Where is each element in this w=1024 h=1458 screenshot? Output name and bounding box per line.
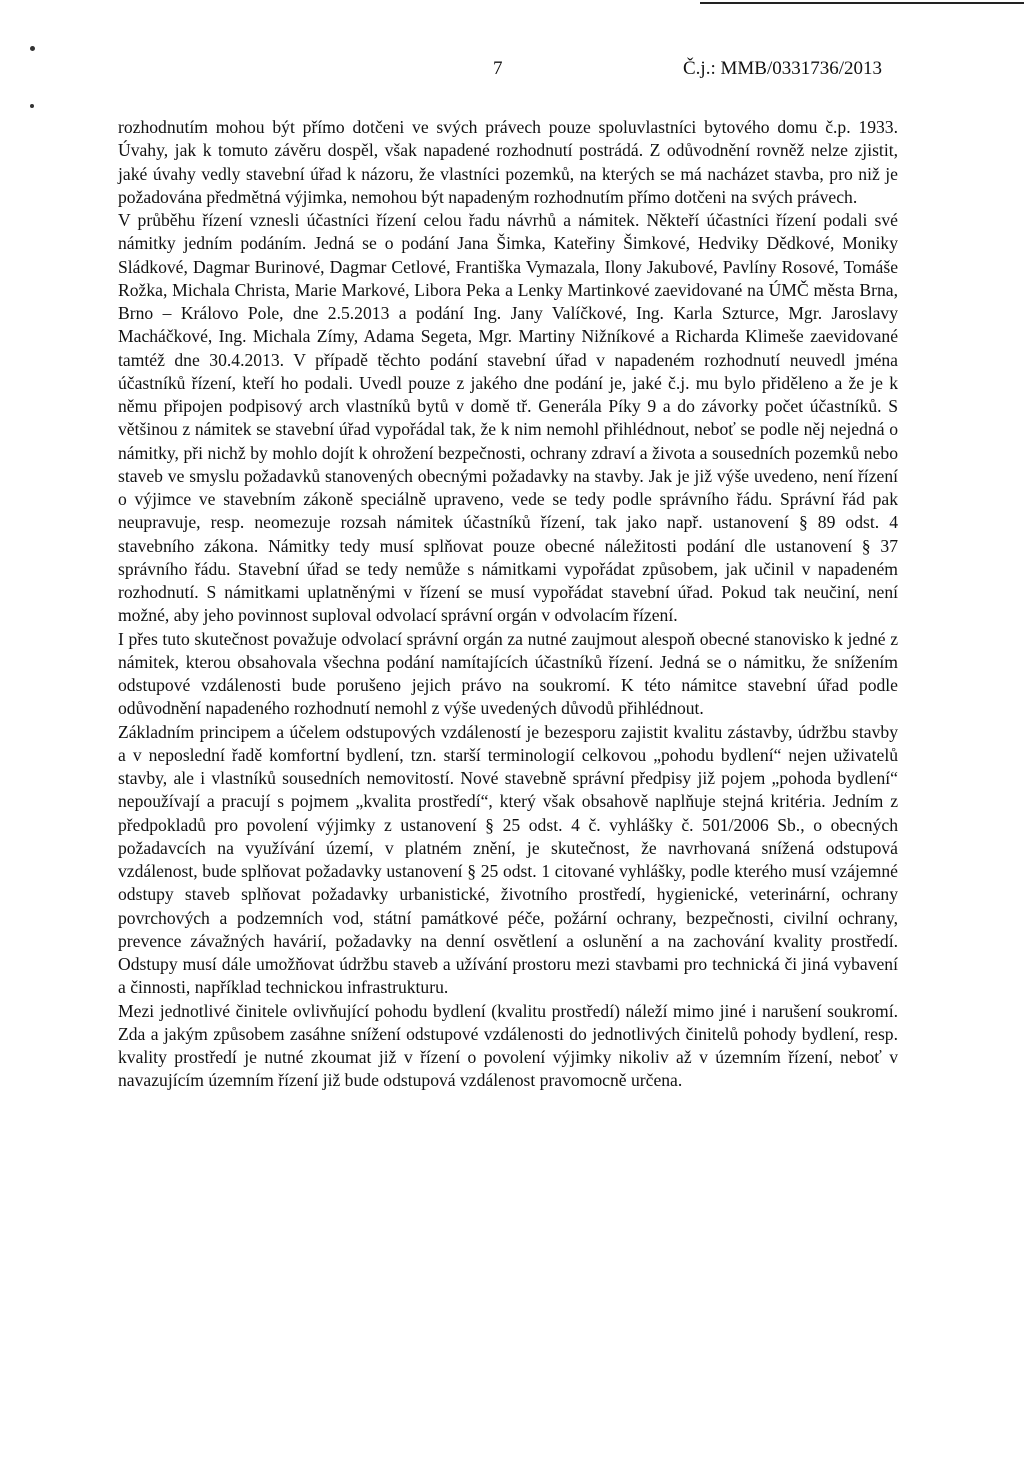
scan-edge-line: [700, 2, 1024, 4]
scan-mark: [30, 104, 34, 108]
paragraph: I přes tuto skutečnost považuje odvolací správní orgán za nutné zaujmout alespoň obecné stanovisko k jedné z námitek, kterou obsahovala všechna podání namítajících účastníků řízení. Jedná se o námitku, že snížením odstupové vzdálenosti bude porušeno jejich právo na soukromí. K této námitce stavební úřad podle odůvodnění napadeného rozhodnutí nemohl z výše uvedených důvodů přihlédnout.: [118, 628, 898, 719]
paragraph: Mezi jednotlivé činitele ovlivňující pohodu bydlení (kvalitu prostředí) náleží mimo jiné i narušení soukromí. Zda a jakým způsobem zasáhne snížení odstupové vzdálenosti do jednotlivých činitelů pohody bydlení, resp. kvality prostředí je nutné zkoumat již v řízení o povolení výjimky nikoliv až v územním řízení, neboť v navazujícím územním řízení již bude odstupová vzdálenost pravomocně určena.: [118, 1000, 898, 1091]
page-header: [0, 58, 1024, 88]
scan-mark: [30, 46, 35, 51]
paragraph: rozhodnutím mohou být přímo dotčeni ve svých právech pouze spoluvlastníci bytového domu č.p. 1933. Úvahy, jak k tomuto závěru dospěl, však napadené rozhodnutí postrádá. Z odůvodnění rovněž nelze zjistit, jaké úvahy vedly stavební úřad k názoru, že vlastníci pozemků, na kterých se má nacházet stavba, pro niž je požadována předmětná výjimka, nemohou být napadeným rozhodnutím přímo dotčeni na svých právech.: [118, 117, 898, 207]
document-body: [118, 116, 898, 1093]
reference-number: Č.j.: MMB/0331736/2013: [683, 58, 882, 79]
page-number: 7: [493, 58, 503, 79]
paragraph: Základním principem a účelem odstupových vzdáleností je bezesporu zajistit kvalitu zástavby, údržbu stavby a v neposlední řadě komfortní bydlení, tzn. starší terminologií celkovou „pohodu bydlení“ nejen uživatelů stavby, ale i vlastníků sousedních nemovitostí. Nové stavebně správní předpisy již pojem „pohoda bydlení“ nepoužívají a pracují s pojmem „kvalita prostředí“, který však obsahově naplňuje stejná kritéria. Jedním z předpokladů pro povolení výjimky z ustanovení § 25 odst. 4 č. vyhlášky č. 501/2006 Sb., o obecných požadavcích na využívání území, v platném znění, je skutečnost, že navrhovaná snížená odstupová vzdálenost, bude splňovat požadavky ustanovení § 25 odst. 1 citované vyhlášky, podle kterého musí vzájemné odstupy staveb splňovat požadavky urbanistické, životního prostředí, hygienické, veterinární, ochrany povrchových a podzemních vod, státní památkové péče, požární ochrany, bezpečnosti, civilní ochrany, prevence závažných havárií, požadavky na denní osvětlení a oslunění a na zachování kvality prostředí. Odstupy musí dále umožňovat údržbu staveb a užívání prostoru mezi stavbami pro technická či jiná vybavení a činnosti, například technickou infrastrukturu.: [118, 721, 898, 998]
paragraph: V průběhu řízení vznesli účastníci řízení celou řadu návrhů a námitek. Někteří účastníci řízení podali své námitky jedním podáním. Jedná se o podání Jana Šimka, Kateřiny Šimkové, Hedviky Dědkové, Moniky Sládkové, Dagmar Burinové, Dagmar Cetlové, Františka Vymazala, Ilony Jakubové, Pavlíny Rosové, Tomáše Rožka, Michala Christa, Marie Markové, Libora Peka a Lenky Martinkové zaevidované na ÚMČ města Brna, Brno – Královo Pole, dne 2.5.2013 a podání Ing. Jany Valíčkové, Ing. Karla Szturce, Mgr. Jaroslavy Macháčkové, Ing. Michala Zímy, Adama Segeta, Mgr. Martiny Nižníkové a Richarda Klimeše zaevidované tamtéž dne 30.4.2013. V případě těchto podání stavební úřad v napadeném rozhodnutí neuvedl jména účastníků řízení, kteří ho podali. Uvedl pouze z jakého dne podání je, jaké č.j. mu bylo přiděleno a že je k němu připojen podpisový arch vlastníků bytů v domě tř. Generála Píky 9 a do závorky počet účastníků. S většinou z námitek se stavební úřad vypořádal tak, že k nim nemohl přihlédnout, neboť se podle něj nejedná o námitky, při nichž by mohlo dojít k ohrožení bezpečnosti, ochrany zdraví a života a sousedních pozemků nebo staveb ve smyslu požadavků stanovených obecnými požadavky na stavby. Jak je již výše uvedeno, není řízení o výjimce ve stavebním zákoně speciálně upraveno, vede se tedy podle správního řádu. Správní řád pak neupravuje, resp. neomezuje rozsah námitek účastníků řízení, tak jako např. ustanovení § 89 odst. 4 stavebního zákona. Námitky tedy musí splňovat pouze obecné náležitosti podání dle ustanovení § 37 správního řádu. Stavební úřad se tedy nemůže s námitkami vypořádat způsobem, jak učinil v napadeném rozhodnutí. S námitkami uplatněnými v řízení se musí vypořádat stavební úřad. Pokud tak neučiní, není možné, aby jeho povinnost suploval odvolací správní orgán v odvolacím řízení.: [118, 210, 898, 626]
